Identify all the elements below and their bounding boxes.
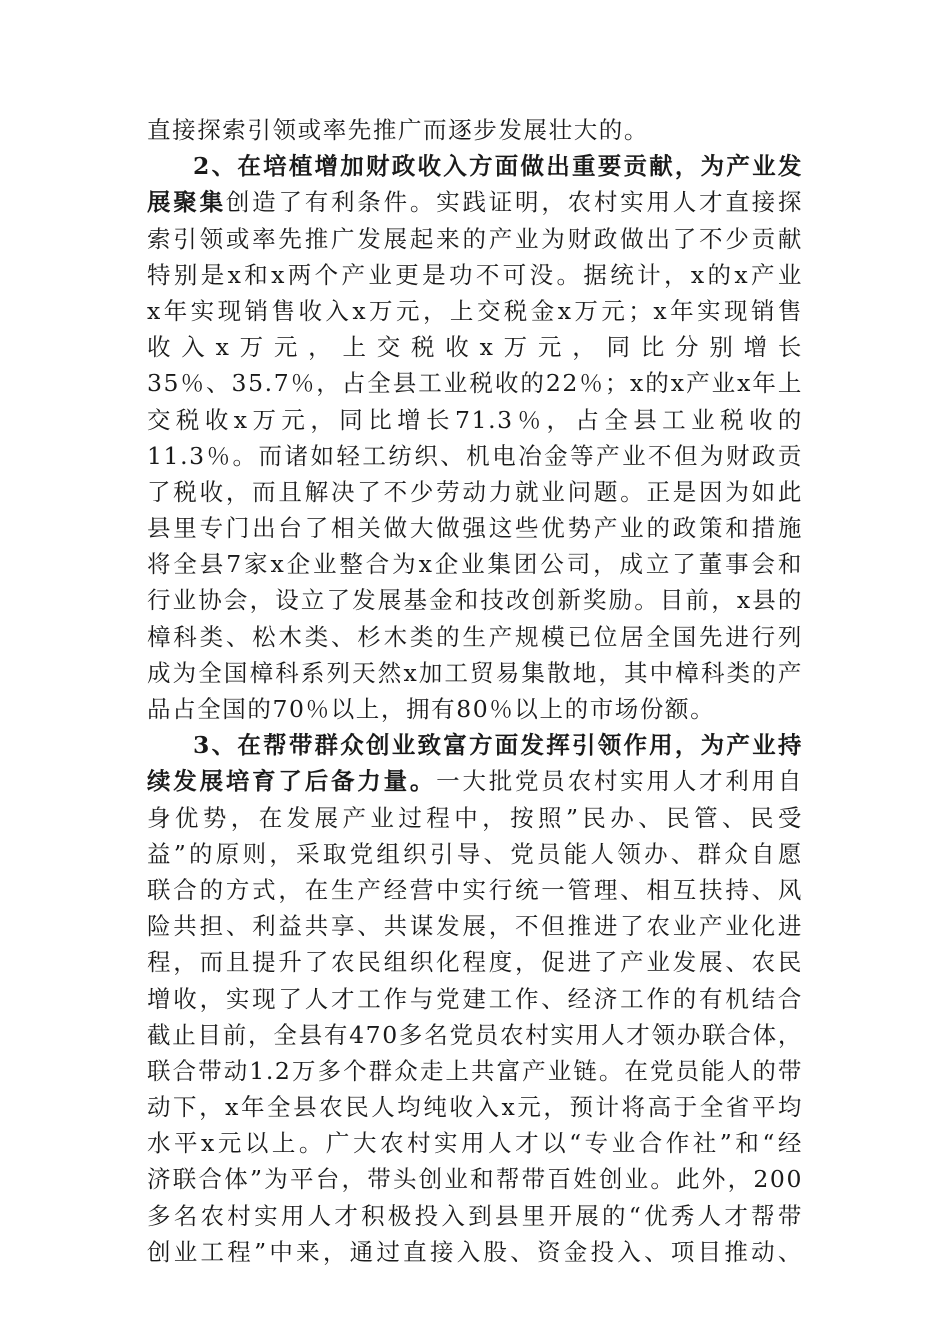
line-text: 一大批党员农村实用人才利用自 [436,767,803,796]
text-line [147,908,803,944]
text-line [147,800,803,836]
text-line [147,510,803,546]
line-text: x年实现销售收入x万元，上交税金x万元；x年实现销售 [147,296,803,325]
text-line [147,944,803,980]
text-line [147,872,803,908]
text-line [147,1161,803,1197]
text-line [147,763,803,799]
line-text: 险共担、利益共享、共谋发展，不但推进了农业产业化进 [147,912,803,941]
text-line [147,365,803,401]
line-text: 成为全国樟科系列天然x加工贸易集散地，其中樟科类的产 [147,658,803,687]
text-line [147,1198,803,1234]
text-line [147,1017,803,1053]
text-line [147,474,803,510]
text-line [147,1125,803,1161]
text-line [147,1234,803,1270]
text-line [147,691,803,727]
line-text: 将全县7家x企业整合为x企业集团公司，成立了董事会和 [147,550,803,579]
text-line [147,293,803,329]
heading-text: 续发展培育了后备力量。 [147,767,437,796]
text-line [147,329,803,365]
text-line [147,655,803,691]
text-line [147,981,803,1017]
text-line [147,619,803,655]
line-text: 11.3％。而诸如轻工纺织、机电冶金等产业不但为财政贡 [147,441,803,470]
text-line [147,727,803,763]
text-line [147,148,803,184]
text-line [147,257,803,293]
line-text: 济联合体”为平台，带头创业和帮带百姓创业。此外，200 [147,1165,803,1194]
line-text: 县里专门出台了相关做大做强这些优势产业的政策和措施 [147,514,803,543]
line-text: 多名农村实用人才积极投入到县里开展的“优秀人才帮带 [147,1201,803,1230]
line-text: 联合的方式，在生产经营中实行统一管理、相互扶持、风 [147,875,803,904]
line-text: 增收，实现了人才工作与党建工作、经济工作的有机结合 [147,984,803,1013]
line-text: 了税收，而且解决了不少劳动力就业问题。正是因为如此 [147,477,803,506]
line-text: 索引领或率先推广发展起来的产业为财政做出了不少贡献 [147,224,803,253]
line-text: 创业工程”中来，通过直接入股、资金投入、项目推动、 [147,1237,803,1266]
line-text: 品占全国的70％以上，拥有80％以上的市场份额。 [147,695,716,723]
line-text: 联合带动1.2万多个群众走上共富产业链。在党员能人的带 [147,1056,803,1085]
line-text: 35％、35.7％，占全县工业税收的22％；x的x产业x年上 [147,369,803,398]
heading-text: 2、在培植增加财政收入方面做出重要贡献，为产业发 [193,152,803,181]
text-line [147,582,803,618]
text-line [147,112,803,148]
body-text [147,112,803,1270]
line-text: 益”的原则，采取党组织引导、党员能人领办、群众自愿 [147,839,803,868]
text-line [147,402,803,438]
line-text: 身优势，在发展产业过程中，按照”民办、民管、民受 [147,803,803,832]
text-line [147,221,803,257]
text-line [147,438,803,474]
line-text: 截止目前，全县有470多名党员农村实用人才领办联合体， [147,1020,803,1049]
line-text: 樟科类、松木类、杉木类的生产规模已位居全国先进行列 [147,622,803,651]
line-text: 创造了有利条件。实践证明，农村实用人才直接探 [225,188,803,217]
line-text: 交税收x万元，同比增长71.3％，占全县工业税收的 [147,405,803,434]
text-line [147,546,803,582]
heading-text: 3、在帮带群众创业致富方面发挥引领作用，为产业持 [193,731,803,760]
line-text: 水平x元以上。广大农村实用人才以“专业合作社”和“经 [147,1129,803,1158]
text-line [147,836,803,872]
line-text: 动下，x年全县农民人均纯收入x元，预计将高于全省平均 [147,1093,803,1122]
heading-text: 展聚集 [147,188,226,217]
text-line [147,1089,803,1125]
text-line [147,184,803,220]
line-text: 特别是x和x两个产业更是功不可没。据统计，x的x产业 [147,260,803,289]
line-text: 直接探索引领或率先推广而逐步发展壮大的。 [147,116,649,144]
line-text: 行业协会，设立了发展基金和技改创新奖励。目前，x县的 [147,586,803,615]
line-text: 收入x万元，上交税收x万元，同比分别增长 [147,333,803,362]
line-text: 程，而且提升了农民组织化程度，促进了产业发展、农民 [147,948,803,977]
text-line [147,1053,803,1089]
